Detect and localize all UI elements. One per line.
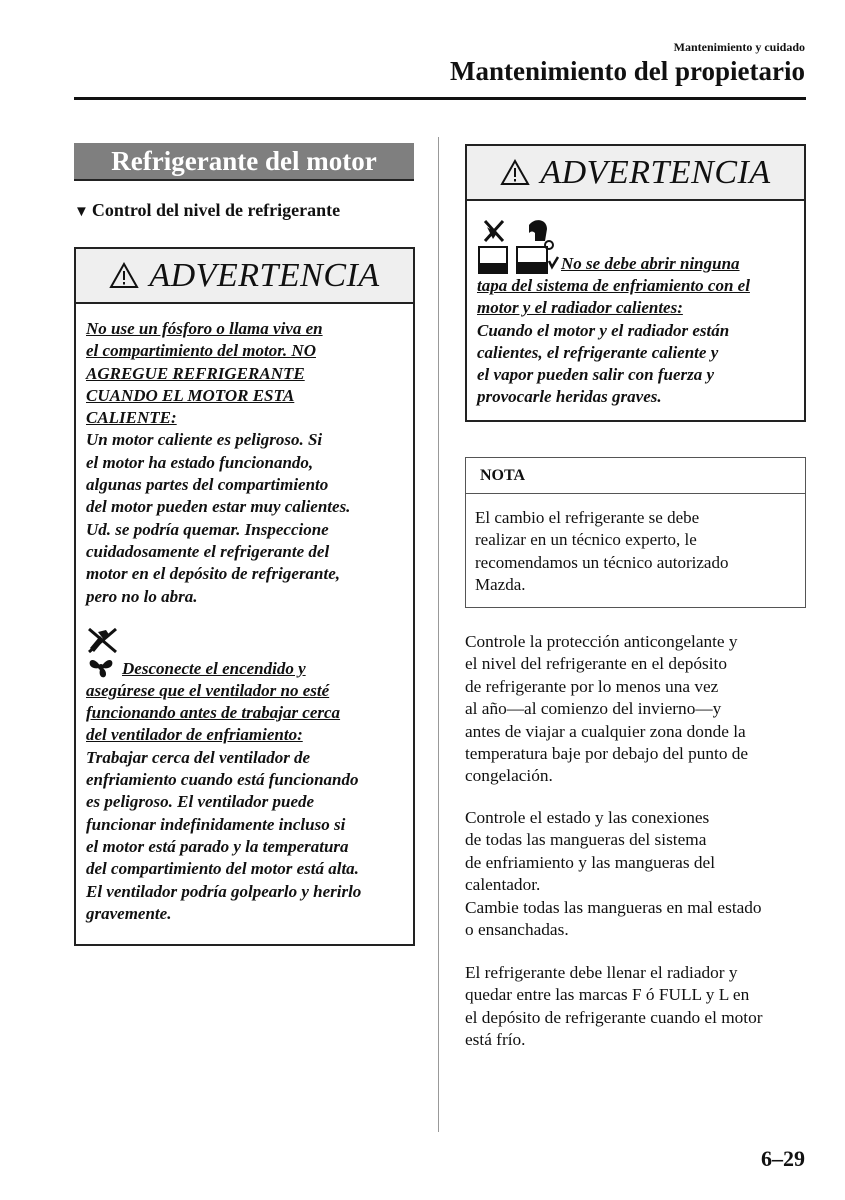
paragraph-antifreeze	[465, 631, 810, 788]
text-line: enfriamiento cuando está funcionando	[86, 770, 359, 790]
paragraph-hoses	[465, 807, 810, 941]
text-line: al año—al comienzo del invierno—y	[465, 699, 722, 719]
text-line: CUANDO EL MOTOR ESTA	[86, 385, 295, 405]
text-line: AGREGUE REFRIGERANTE	[86, 363, 305, 383]
text-line: algunas partes del compartimiento	[86, 475, 329, 495]
text-line: calentador.	[465, 875, 541, 895]
warning-heading-text: ADVERTENCIA	[540, 153, 771, 191]
section-title: Refrigerante del motor	[74, 143, 414, 181]
text-line: Mazda.	[475, 574, 526, 594]
text-line: funcionar indefinidamente incluso si	[86, 814, 346, 834]
text-line: está frío.	[465, 1030, 526, 1050]
text-line: el compartimiento del motor. NO	[86, 341, 316, 361]
text-line: Controle la protección anticongelante y	[465, 632, 738, 651]
text-line: pero no lo abra.	[86, 586, 198, 606]
text-line: de refrigerante por lo menos una vez	[465, 676, 719, 696]
warning-heading-text: ADVERTENCIA	[149, 256, 380, 294]
text-line: realizar en un técnico experto, le	[475, 530, 697, 550]
cap-warning-line: No se debe abrir ninguna	[561, 253, 740, 273]
text-line: del ventilador de enfriamiento:	[86, 725, 303, 745]
running-header-title: Mantenimiento del propietario	[450, 56, 805, 86]
triangle-bullet-icon: ▼	[74, 204, 89, 220]
header-rule	[74, 97, 806, 100]
text-line: temperatura baje por debajo del punto de	[465, 744, 749, 764]
text-line: o ensanchadas.	[465, 920, 569, 940]
text-line: Ud. se podría quemar. Inspeccione	[86, 519, 329, 539]
text-line: recomendamos un técnico autorizado	[475, 552, 729, 572]
fan-warning-section	[76, 608, 413, 925]
text-line: quedar entre las marcas F ó FULL y L en	[465, 985, 750, 1005]
text-line: funcionando antes de trabajar cerca	[86, 703, 341, 723]
text-line: asegúrese que el ventilador no esté	[86, 680, 330, 700]
warning-box-1	[74, 247, 415, 946]
warning-triangle-icon	[109, 262, 139, 289]
text-line: de todas las mangueras del sistema	[465, 830, 707, 850]
subsection-title: Control del nivel de refrigerante	[91, 200, 341, 220]
page-number: 6–29	[761, 1146, 805, 1171]
text-line: tapa del sistema de enfriamiento con el	[477, 276, 750, 295]
cap-warning-first-line	[477, 217, 794, 275]
warning-body	[467, 201, 804, 409]
text-line: motor y el radiador calientes:	[477, 298, 683, 318]
cap-warning-body	[477, 275, 794, 409]
warning-triangle-icon	[500, 159, 530, 186]
reservoir-icon	[515, 217, 559, 275]
fan-icon	[86, 654, 116, 680]
warning-heading	[76, 249, 413, 304]
running-header-section: Mantenimiento y cuidado	[673, 40, 805, 54]
fan-warning-body	[86, 680, 403, 925]
paragraph-level	[465, 962, 810, 1052]
text-line: del compartimiento del motor está alta.	[86, 859, 359, 879]
text-line: de enfriamiento y las mangueras del	[465, 852, 716, 872]
text-line: es peligroso. El ventilador puede	[86, 792, 315, 812]
warning-box-2	[465, 144, 806, 422]
text-line: el motor ha estado funcionando,	[86, 452, 314, 472]
note-body	[466, 494, 805, 596]
text-line: CALIENTE:	[86, 408, 177, 428]
note-heading: NOTA	[466, 458, 805, 494]
text-line: motor en el depósito de refrigerante,	[86, 564, 341, 584]
no-open-cap-icon	[477, 217, 511, 275]
column-divider	[438, 137, 439, 1132]
text-line: congelación.	[465, 766, 553, 786]
text-line: el motor está parado y la temperatura	[86, 836, 349, 856]
text-line: Cuando el motor y el radiador están	[477, 320, 730, 340]
text-line: El cambio el refrigerante se debe	[475, 508, 700, 527]
text-line: El ventilador podría golpearlo y herirlo	[86, 881, 362, 901]
text-line: No use un fósforo o llama viva en	[86, 319, 323, 338]
fan-warning-line: Desconecte el encendido y	[122, 658, 306, 678]
text-line: el vapor pueden salir con fuerza y	[477, 365, 715, 385]
text-line: del motor pueden estar muy calientes.	[86, 497, 351, 517]
text-line: el nivel del refrigerante en el depósito	[465, 654, 727, 674]
text-line: Controle el estado y las conexiones	[465, 808, 710, 827]
subsection-heading	[74, 200, 340, 221]
no-tools-icon	[86, 626, 403, 654]
warning-heading	[467, 146, 804, 201]
text-line: El refrigerante debe llenar el radiador y	[465, 963, 738, 982]
fan-warning-first-line	[86, 654, 403, 680]
text-line: gravemente.	[86, 903, 172, 923]
note-box	[465, 457, 806, 608]
text-line: antes de viajar a cualquier zona donde la	[465, 721, 746, 741]
text-line: Cambie todas las mangueras en mal estado	[465, 897, 762, 917]
text-line: cuidadosamente el refrigerante del	[86, 541, 330, 561]
text-line: el depósito de refrigerante cuando el motor	[465, 1007, 763, 1027]
text-line: Trabajar cerca del ventilador de	[86, 747, 311, 767]
text-line: calientes, el refrigerante caliente y	[477, 342, 719, 362]
text-line: Un motor caliente es peligroso. Si	[86, 430, 323, 450]
text-line: provocarle heridas graves.	[477, 387, 662, 407]
warning-body	[76, 304, 413, 608]
